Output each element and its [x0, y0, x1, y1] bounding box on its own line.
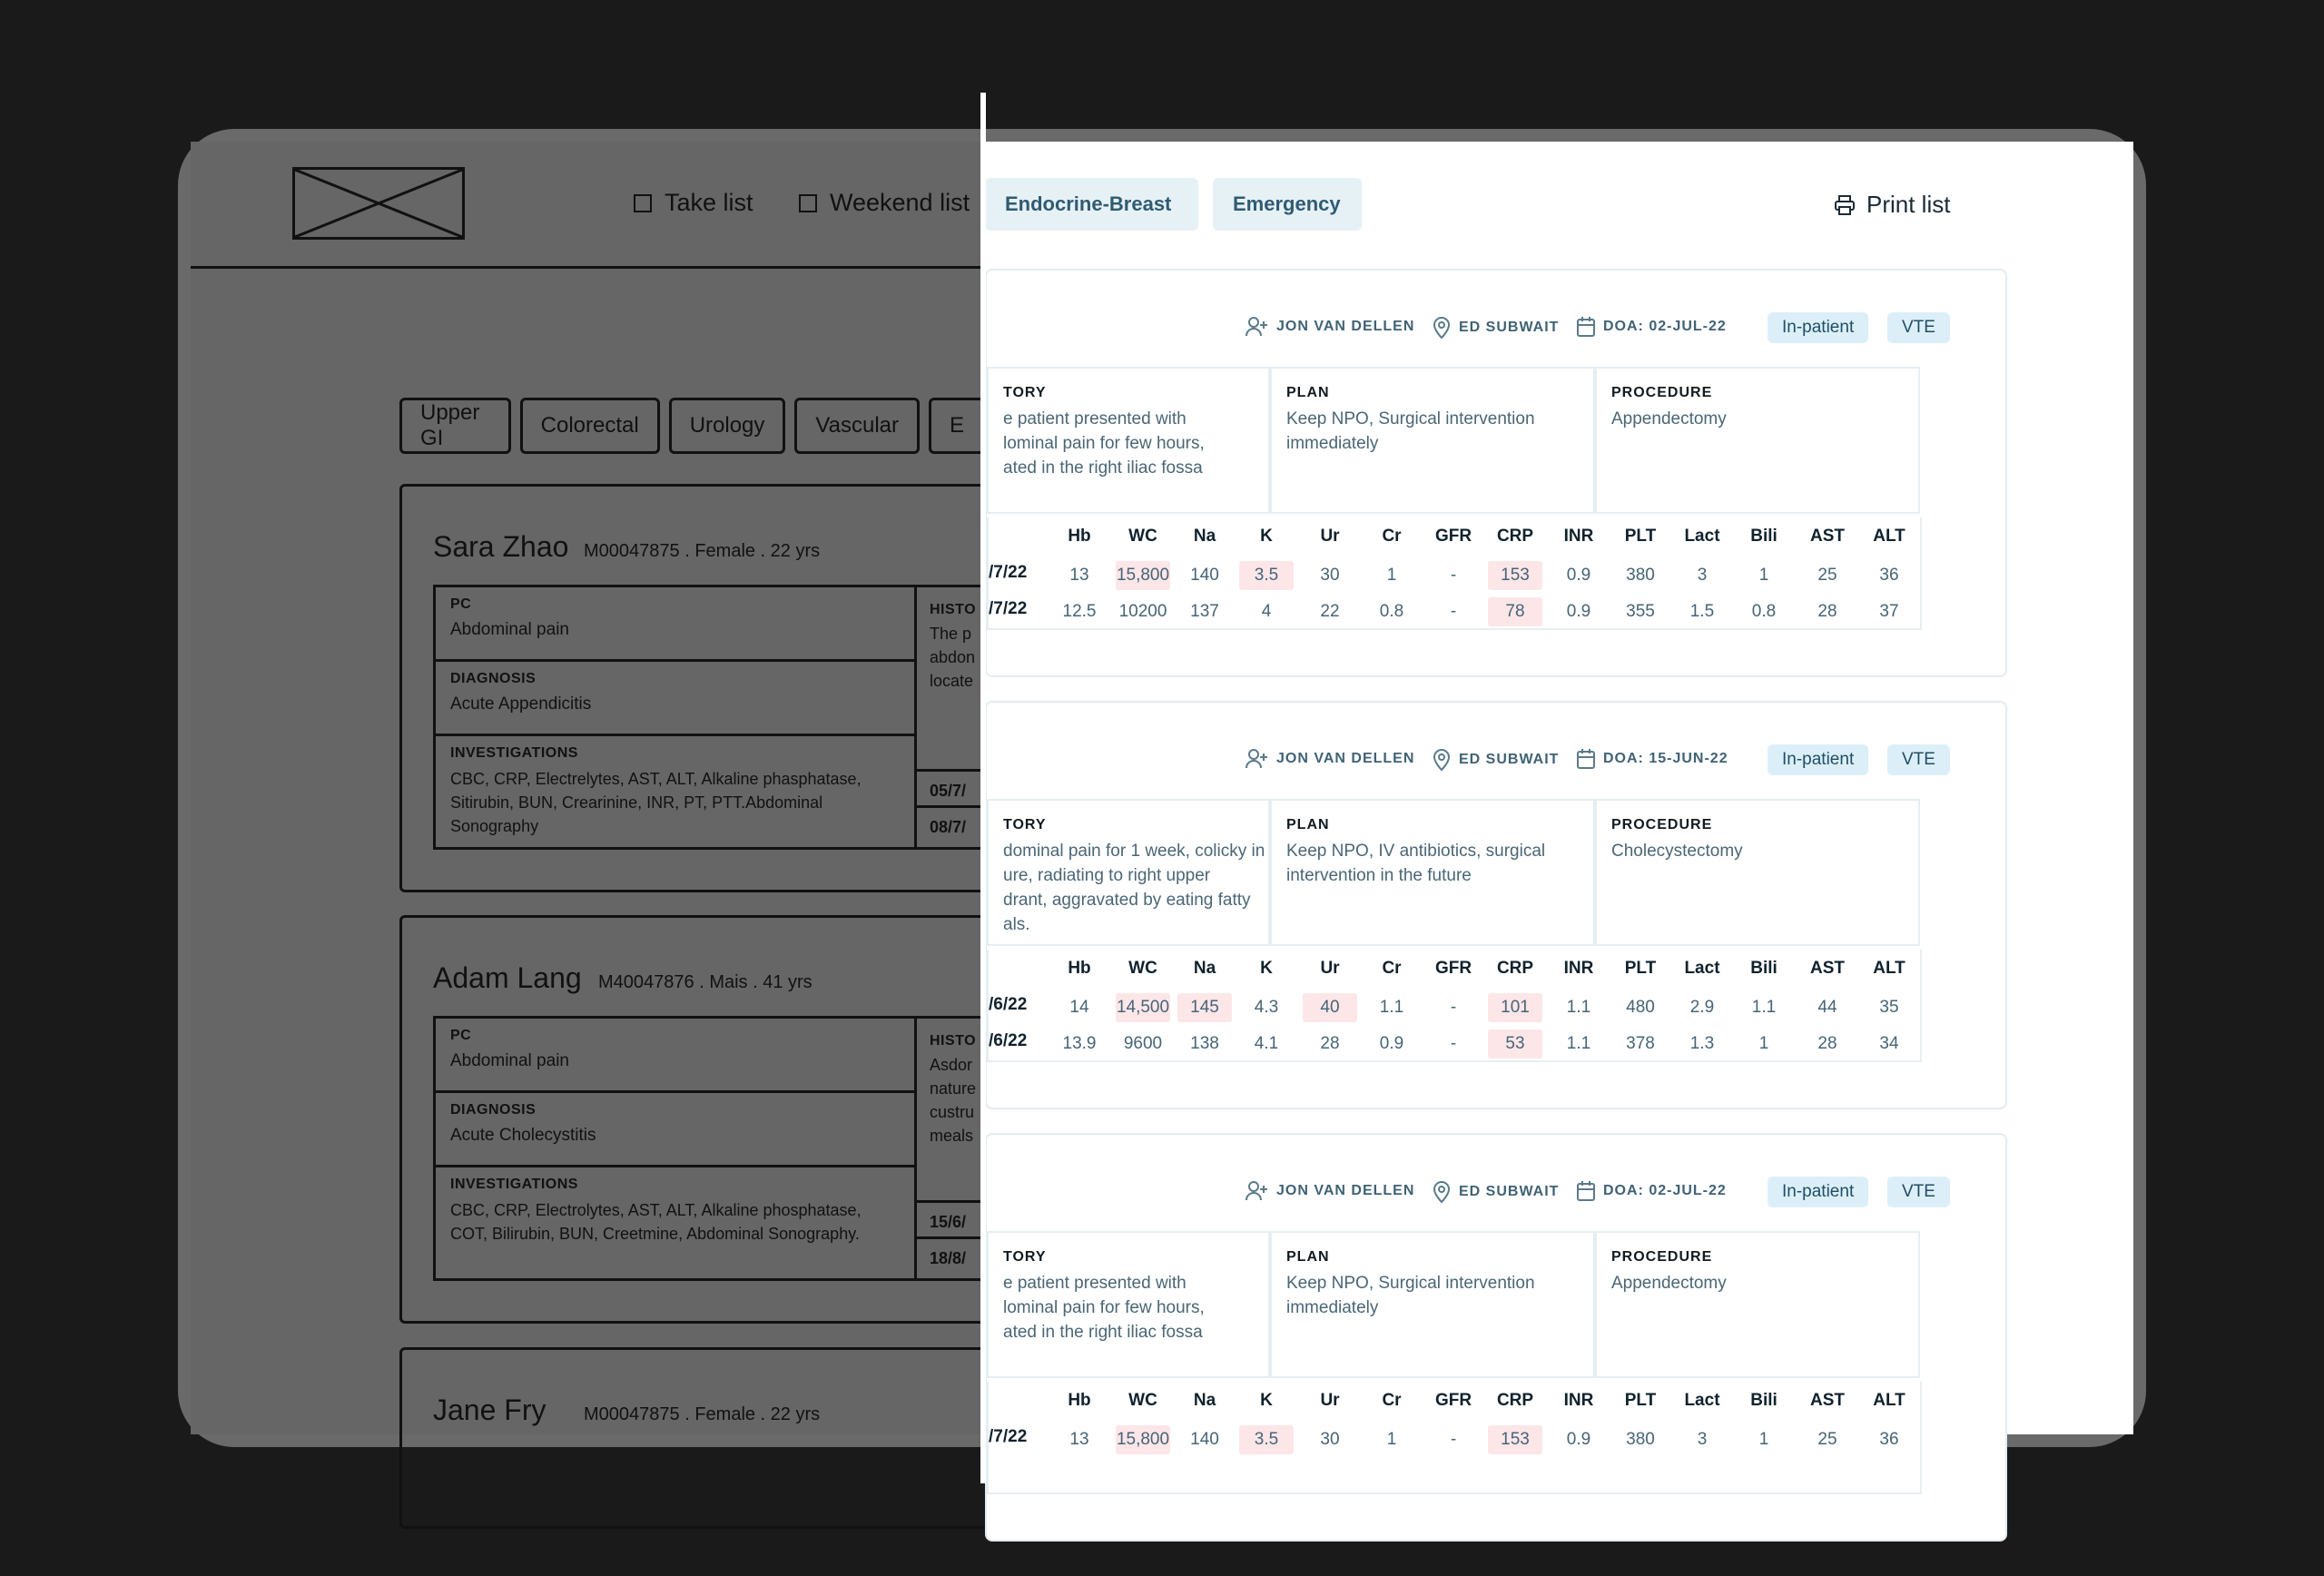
lab-value: 22: [1320, 602, 1340, 621]
lab-header-crp: CRP: [1496, 959, 1534, 978]
tab-endocrine-breast[interactable]: Endocrine-Breast: [985, 178, 1198, 231]
plan-label: PLAN: [1286, 385, 1330, 400]
lab-value: 1: [1758, 1034, 1769, 1053]
tab-urology[interactable]: Urology: [669, 398, 786, 454]
plan-section: [1270, 799, 1595, 946]
plan-label: PLAN: [1286, 1249, 1330, 1265]
history-value: e patient presented with lominal pain for few hours, ated in the right iliac fossa: [1003, 1274, 1205, 1342]
lab-value: 78: [1488, 597, 1542, 626]
tab-colorectal[interactable]: Colorectal: [520, 398, 660, 454]
lab-header-gfr: GFR: [1434, 527, 1472, 546]
lab-header-wc: WC: [1128, 1391, 1157, 1410]
lab-date: /6/22: [989, 1031, 1028, 1050]
lab-value: 378: [1626, 1034, 1655, 1053]
lab-value: 380: [1626, 1430, 1655, 1449]
lab-value: 1.3: [1689, 1034, 1715, 1053]
user-plus-icon: [1246, 316, 1269, 338]
lab-value: 380: [1626, 566, 1655, 585]
investigations-value: CBC, CRP, Electrolytes, AST, ALT, Alkaline phosphatase, COT, Bilirubin, BUN, Creetmine, Abdominal Sonography.: [450, 1201, 862, 1243]
date-cell: 08/7/: [917, 805, 1098, 842]
lab-results-table: [987, 517, 1922, 630]
lab-value: 37: [1879, 602, 1899, 621]
lab-header-alt: ALT: [1873, 1391, 1905, 1410]
history-section: [987, 1231, 1270, 1378]
lab-header-plt: PLT: [1624, 527, 1657, 546]
procedure-section: [1595, 1231, 1920, 1378]
plan-value: Keep NPO, Surgical intervention immediately: [1286, 409, 1535, 453]
lab-value: -: [1450, 998, 1457, 1017]
lab-value: 1.1: [1379, 998, 1404, 1017]
lab-value: 3: [1697, 566, 1708, 585]
lab-header-hb: Hb: [1068, 527, 1091, 546]
lab-header-k: K: [1260, 1391, 1273, 1410]
lab-value: 53: [1488, 1029, 1542, 1059]
lab-value: 14: [1069, 998, 1089, 1017]
lab-header-bili: Bili: [1750, 1391, 1777, 1410]
lab-value: 4.3: [1254, 998, 1279, 1017]
lab-header-ast: AST: [1810, 959, 1845, 978]
lab-value: 153: [1488, 1425, 1542, 1454]
lab-value: 25: [1817, 566, 1837, 585]
procedure-label: PROCEDURE: [1611, 1249, 1713, 1265]
lab-value: 28: [1320, 1034, 1340, 1053]
history-label: TORY: [1003, 817, 1047, 832]
map-pin-icon: [1432, 1180, 1452, 1204]
procedure-section: [1595, 367, 1920, 514]
lab-header-ur: Ur: [1320, 1391, 1340, 1410]
history-line: meals: [930, 1127, 974, 1145]
lab-header-na: Na: [1193, 959, 1216, 978]
printer-icon: [1834, 194, 1856, 216]
lab-header-ur: Ur: [1320, 527, 1340, 546]
vte-badge: VTE: [1887, 744, 1950, 775]
lab-header-wc: WC: [1128, 527, 1157, 546]
lab-date: /7/22: [989, 599, 1028, 618]
lab-header-cr: Cr: [1382, 1391, 1402, 1410]
investigations-cell: [436, 1167, 917, 1281]
lab-value: 9600: [1123, 1034, 1163, 1053]
investigations-value: CBC, CRP, Electrelytes, AST, ALT, Alkaline phasphatase, Sitirubin, BUN, Crearinine, INR, PT, PTT.Abdominal Sonography: [450, 770, 862, 835]
doa-meta: [1576, 748, 1728, 770]
plan-value: Keep NPO, IV antibiotics, surgical intervention in the future: [1286, 842, 1546, 885]
lab-value: 1: [1386, 566, 1397, 585]
lab-value: 0.8: [1751, 602, 1777, 621]
lab-header-wc: WC: [1128, 959, 1157, 978]
lab-value: 36: [1879, 566, 1899, 585]
lab-header-k: K: [1260, 527, 1273, 546]
lab-header-ur: Ur: [1320, 959, 1340, 978]
lab-header-gfr: GFR: [1434, 959, 1472, 978]
diagnosis-value: Acute Cholecystitis: [450, 1126, 596, 1145]
date-cell: 18/8/: [917, 1236, 1098, 1273]
lab-header-inr: INR: [1563, 959, 1594, 978]
lab-header-crp: CRP: [1496, 1391, 1534, 1410]
tab-partial[interactable]: E: [929, 398, 985, 454]
consultant-meta: [1246, 1180, 1414, 1202]
pc-label: PC: [450, 1028, 472, 1043]
lab-value: 28: [1817, 602, 1837, 621]
lab-value: -: [1450, 1430, 1457, 1449]
lab-header-crp: CRP: [1496, 527, 1534, 546]
lab-value: 40: [1303, 993, 1357, 1022]
lab-results-table: [987, 950, 1922, 1062]
location-name: ED SUBWAIT: [1459, 320, 1560, 335]
weekend-list-checkbox[interactable]: [799, 189, 970, 217]
lab-value: 2.9: [1689, 998, 1715, 1017]
lab-header-na: Na: [1193, 527, 1216, 546]
history-value: dominal pain for 1 week, colicky in ure, radiating to right upper drant, aggravated by eating fatty als.: [1003, 842, 1265, 934]
lab-value: 13: [1069, 566, 1089, 585]
pc-value: Abdominal pain: [450, 620, 569, 639]
wireframe-header: [191, 142, 985, 269]
checkbox-label: Take list: [665, 189, 753, 216]
lab-value: 35: [1879, 998, 1899, 1017]
lab-value: 4: [1261, 602, 1272, 621]
date-cell: 15/6/: [917, 1200, 1098, 1236]
consultant-name: JON VAN DELLEN: [1276, 319, 1415, 334]
consultant-meta: [1246, 316, 1414, 338]
pc-value: Abdominal pain: [450, 1051, 569, 1070]
procedure-value: Cholecystectomy: [1611, 842, 1743, 861]
user-plus-icon: [1246, 748, 1269, 770]
checkbox-icon[interactable]: [634, 194, 652, 212]
lab-header-lact: Lact: [1684, 527, 1720, 546]
lab-value: 153: [1488, 561, 1542, 590]
lab-value: 355: [1626, 602, 1655, 621]
wire-patient-card[interactable]: [399, 1347, 1035, 1529]
procedure-label: PROCEDURE: [1611, 817, 1713, 832]
lab-value: 0.8: [1379, 602, 1404, 621]
patient-card[interactable]: [985, 701, 2007, 1109]
lab-value: 30: [1320, 1430, 1340, 1449]
diagnosis-value: Acute Appendicitis: [450, 694, 592, 714]
pc-cell: [436, 1019, 917, 1093]
lab-value: 4.1: [1254, 1034, 1279, 1053]
lab-header-bili: Bili: [1750, 527, 1777, 546]
patient-name: Adam Lang: [433, 961, 582, 994]
lab-value: 10200: [1118, 602, 1167, 621]
lab-value: 13: [1069, 1430, 1089, 1449]
lab-value: 137: [1190, 602, 1219, 621]
lab-header-na: Na: [1193, 1391, 1216, 1410]
lab-value: 101: [1488, 993, 1542, 1022]
doa-meta: [1576, 1180, 1727, 1202]
doa-meta: [1576, 316, 1727, 338]
lab-value: 30: [1320, 566, 1340, 585]
lab-header-ast: AST: [1810, 527, 1845, 546]
plan-section: [1270, 367, 1595, 514]
lab-value: 1.1: [1566, 998, 1591, 1017]
history-label: HISTO: [930, 602, 977, 617]
lab-header-plt: PLT: [1624, 1391, 1657, 1410]
history-line: abdon: [930, 648, 976, 666]
lab-value: 1: [1758, 1430, 1769, 1449]
tablet-frame: [178, 129, 2146, 1447]
history-section: [987, 367, 1270, 514]
user-plus-icon: [1246, 1180, 1269, 1202]
plan-section: [1270, 1231, 1595, 1378]
lab-value: 34: [1879, 1034, 1899, 1053]
history-label: HISTO: [930, 1033, 977, 1049]
comparison-divider[interactable]: [980, 93, 986, 1483]
diagnosis-cell: [436, 662, 917, 736]
lab-header-k: K: [1260, 959, 1273, 978]
tab-vascular[interactable]: Vascular: [794, 398, 920, 454]
take-list-checkbox[interactable]: [634, 189, 753, 217]
lab-value: 1: [1386, 1430, 1397, 1449]
lab-value: 0.9: [1566, 602, 1591, 621]
lab-value: 14,500: [1116, 993, 1170, 1022]
date-cell: 05/7/: [917, 769, 1098, 805]
lab-value: 15,800: [1116, 561, 1170, 590]
wireframe-view: [191, 142, 985, 1434]
patient-card[interactable]: [985, 1133, 2007, 1542]
tablet-screen: [191, 142, 2133, 1449]
lab-value: 145: [1177, 993, 1232, 1022]
location-meta: [1432, 748, 1559, 772]
wireframe-tabs: [399, 398, 985, 454]
history-line: The p: [930, 625, 972, 643]
investigations-label: INVESTIGATIONS: [450, 1177, 578, 1192]
lab-value: 480: [1626, 998, 1655, 1017]
investigations-label: INVESTIGATIONS: [450, 745, 578, 761]
wire-patient-card[interactable]: [399, 915, 1035, 1324]
image-placeholder-icon: [295, 170, 462, 237]
lab-value: 138: [1190, 1034, 1219, 1053]
doa-value: DOA: 02-JUL-22: [1603, 319, 1727, 334]
lab-value: 1.1: [1566, 1034, 1591, 1053]
lab-header-ast: AST: [1810, 1391, 1845, 1410]
diagnosis-cell: [436, 1093, 917, 1167]
pc-cell: [436, 587, 917, 662]
lab-value: 15,800: [1116, 1425, 1170, 1454]
procedure-value: Appendectomy: [1611, 1274, 1727, 1293]
history-label: TORY: [1003, 385, 1047, 400]
lab-value: 3.5: [1239, 561, 1294, 590]
history-section: [987, 799, 1270, 946]
location-name: ED SUBWAIT: [1459, 752, 1560, 767]
status-badge: In-patient: [1768, 312, 1868, 343]
lab-date: /6/22: [989, 995, 1028, 1014]
print-list-button[interactable]: [1834, 191, 1950, 219]
history-line: nature: [930, 1079, 977, 1098]
lab-value: -: [1450, 602, 1457, 621]
patient-name: Jane Fry: [433, 1394, 547, 1426]
lab-header-lact: Lact: [1684, 959, 1720, 978]
lab-value: 3.5: [1239, 1425, 1294, 1454]
consultant-name: JON VAN DELLEN: [1276, 751, 1415, 766]
lab-header-hb: Hb: [1068, 959, 1091, 978]
location-name: ED SUBWAIT: [1459, 1184, 1560, 1199]
lab-value: 28: [1817, 1034, 1837, 1053]
calendar-icon: [1576, 1180, 1596, 1202]
lab-value: 140: [1190, 1430, 1219, 1449]
lab-value: 140: [1190, 566, 1219, 585]
final-ui-view: [985, 142, 2133, 1449]
lab-value: 36: [1879, 1430, 1899, 1449]
doa-value: DOA: 02-JUL-22: [1603, 1183, 1727, 1198]
patient-meta: M40047876 . Mais . 41 yrs: [598, 972, 812, 992]
lab-header-hb: Hb: [1068, 1391, 1091, 1410]
lab-date: /7/22: [989, 1427, 1028, 1446]
lab-value: 25: [1817, 1430, 1837, 1449]
diagnosis-label: DIAGNOSIS: [450, 671, 537, 686]
calendar-icon: [1576, 316, 1596, 338]
doa-value: DOA: 15-JUN-22: [1603, 751, 1728, 766]
history-line: locate: [930, 672, 974, 690]
lab-value: 0.9: [1379, 1034, 1404, 1053]
calendar-icon: [1576, 748, 1596, 770]
history-value: e patient presented with lominal pain for few hours, ated in the right iliac fossa: [1003, 409, 1205, 478]
patient-meta: M00047875 . Female . 22 yrs: [584, 541, 821, 561]
lab-value: 12.5: [1062, 602, 1097, 621]
lab-value: 3: [1697, 1430, 1708, 1449]
lab-value: -: [1450, 566, 1457, 585]
map-pin-icon: [1432, 748, 1452, 772]
patient-meta: M00047875 . Female . 22 yrs: [584, 1404, 821, 1424]
patient-grid: [433, 1016, 1068, 1281]
lab-header-plt: PLT: [1624, 959, 1657, 978]
lab-header-alt: ALT: [1873, 527, 1905, 546]
print-label: Print list: [1866, 191, 1951, 218]
vte-badge: VTE: [1887, 312, 1950, 343]
lab-value: 1: [1758, 566, 1769, 585]
lab-header-inr: INR: [1563, 1391, 1594, 1410]
checkbox-label: Weekend list: [830, 189, 970, 216]
logo-placeholder: [292, 167, 465, 240]
location-meta: [1432, 316, 1559, 340]
investigations-cell: [436, 736, 917, 850]
patient-grid: [433, 585, 1068, 850]
patient-card[interactable]: [985, 269, 2007, 677]
consultant-name: JON VAN DELLEN: [1276, 1183, 1415, 1198]
checkbox-icon[interactable]: [799, 194, 817, 212]
lab-header-inr: INR: [1563, 527, 1594, 546]
plan-label: PLAN: [1286, 817, 1330, 832]
tab-emergency[interactable]: Emergency: [1213, 178, 1362, 231]
history-line: custru: [930, 1103, 975, 1121]
lab-header-gfr: GFR: [1434, 1391, 1472, 1410]
location-meta: [1432, 1180, 1559, 1204]
lab-value: 1.5: [1689, 602, 1715, 621]
lab-value: -: [1450, 1034, 1457, 1053]
lab-value: 13.9: [1062, 1034, 1097, 1053]
lab-value: 44: [1817, 998, 1837, 1017]
lab-header-alt: ALT: [1873, 959, 1905, 978]
lab-header-cr: Cr: [1382, 959, 1402, 978]
pc-label: PC: [450, 596, 472, 612]
plan-value: Keep NPO, Surgical intervention immediately: [1286, 1274, 1535, 1317]
lab-value: 0.9: [1566, 1430, 1591, 1449]
history-label: TORY: [1003, 1249, 1047, 1265]
map-pin-icon: [1432, 316, 1452, 340]
lab-value: 1.1: [1751, 998, 1777, 1017]
lab-header-lact: Lact: [1684, 1391, 1720, 1410]
status-badge: In-patient: [1768, 1177, 1868, 1207]
vte-badge: VTE: [1887, 1177, 1950, 1207]
consultant-meta: [1246, 748, 1414, 770]
lab-value: 0.9: [1566, 566, 1591, 585]
tab-upper-gi[interactable]: Upper GI: [399, 398, 511, 454]
status-badge: In-patient: [1768, 744, 1868, 775]
lab-header-cr: Cr: [1382, 527, 1402, 546]
lab-header-bili: Bili: [1750, 959, 1777, 978]
lab-date: /7/22: [989, 563, 1028, 582]
diagnosis-label: DIAGNOSIS: [450, 1102, 537, 1118]
wire-patient-card[interactable]: [399, 484, 1035, 892]
history-line: Asdor: [930, 1056, 973, 1074]
procedure-label: PROCEDURE: [1611, 385, 1713, 400]
procedure-section: [1595, 799, 1920, 946]
patient-name: Sara Zhao: [433, 530, 569, 563]
lab-results-table: [987, 1382, 1922, 1494]
procedure-value: Appendectomy: [1611, 409, 1727, 428]
